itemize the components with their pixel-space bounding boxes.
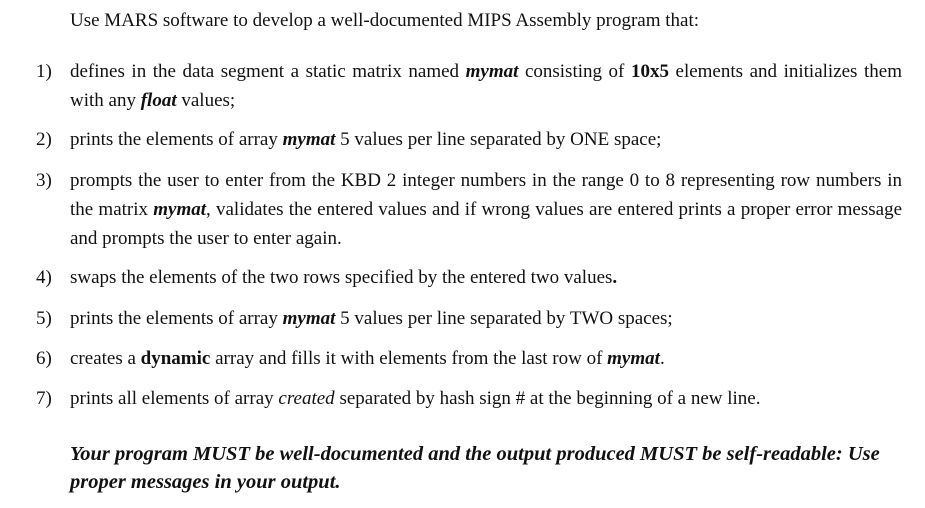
italic-text: created [278, 388, 335, 409]
text-run: , validates the entered values and if wrong values are entered prints a proper error message and prompts the user to enter again. [70, 199, 902, 249]
item-text [70, 304, 902, 333]
emphasis-text: mymat [282, 129, 336, 150]
emphasis-text: mymat [465, 61, 519, 82]
emphasis-text: mymat [153, 199, 207, 220]
bold-text: 10x5 [630, 61, 669, 82]
text-run: consisting of [518, 61, 631, 82]
text-run: values; [176, 90, 236, 111]
intro-text: Use MARS software to develop a well-documented MIPS Assembly program that: [70, 10, 700, 31]
item-number: 4) [36, 267, 52, 288]
emphasis-text: float [140, 90, 177, 111]
item-text [70, 166, 902, 253]
text-run: prompts the user to enter from the KBD 2 integer numbers in the range 0 to 8 representing row numbers in the matrix [70, 170, 902, 220]
footer-note: Your program MUST be well-documented and the output produced MUST be self-readable: Use proper messages in your output. [70, 443, 880, 493]
emphasis-text: mymat [282, 308, 336, 329]
item-text [70, 344, 902, 373]
text-run: prints the elements of array [70, 308, 283, 329]
text-run: creates a [70, 348, 141, 369]
item-text [70, 384, 902, 413]
text-run: prints the elements of array [70, 129, 283, 150]
item-text [70, 263, 902, 292]
item-number: 6) [36, 348, 52, 369]
text-run: 5 values per line separated by TWO spaces; [335, 308, 673, 329]
item-number: 1) [36, 61, 52, 82]
item-number: 3) [36, 170, 52, 191]
bold-text: . [612, 267, 618, 288]
text-run: prints all elements of array [70, 388, 279, 409]
item-number: 5) [36, 308, 52, 329]
text-run: 5 values per line separated by ONE space; [335, 129, 662, 150]
text-run: . [659, 348, 665, 369]
item-number: 7) [36, 388, 52, 409]
item-text [70, 57, 902, 115]
bold-text: dynamic [140, 348, 211, 369]
item-number: 2) [36, 129, 52, 150]
text-run: elements and initializes them with any [70, 61, 902, 111]
emphasis-text: mymat [607, 348, 660, 369]
text-run: separated by hash sign # at the beginning of a new line. [334, 388, 761, 409]
text-run: array and fills it with elements from the last row of [210, 348, 608, 369]
item-text [70, 125, 902, 154]
text-run: defines in the data segment a static matrix named [70, 61, 466, 82]
text-run: swaps the elements of the two rows specified by the entered two values [70, 267, 613, 288]
